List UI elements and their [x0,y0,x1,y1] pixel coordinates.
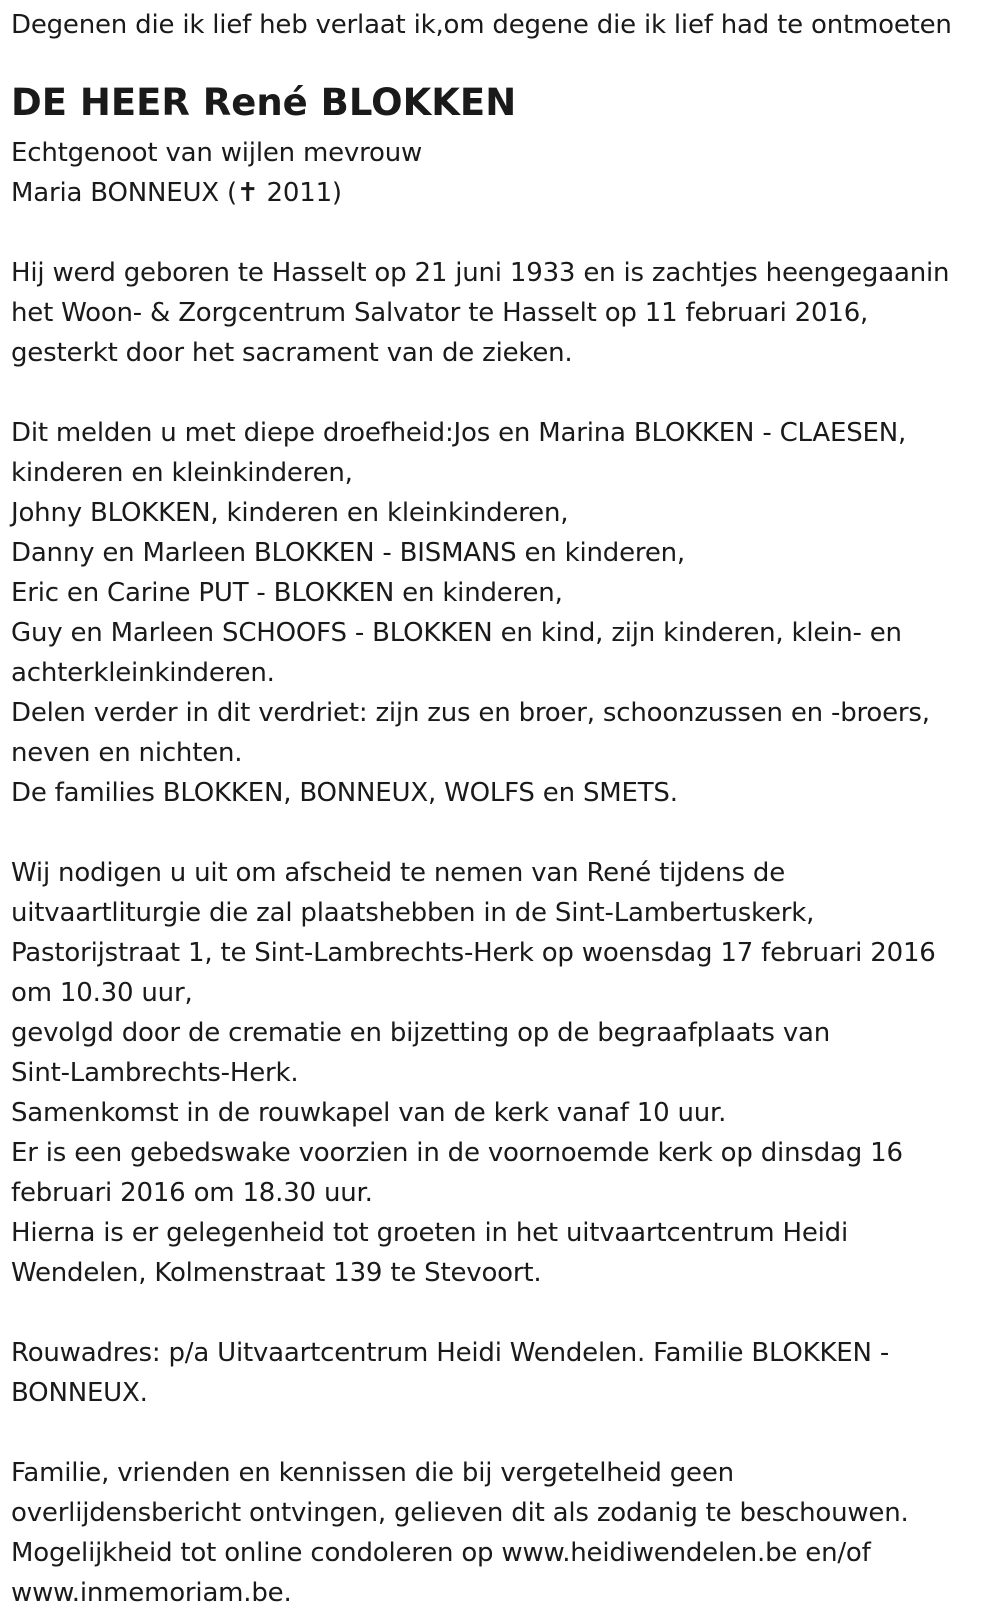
text-line: Wij nodigen u uit om afscheid te nemen van René tijdens de [11,858,786,888]
text-line: Familie, vrienden en kennissen die bij vergetelheid geen [11,1458,734,1488]
text-line: De families BLOKKEN, BONNEUX, WOLFS en SMETS. [11,778,678,808]
text-line: Johny BLOKKEN, kinderen en kleinkinderen, [11,498,569,528]
paragraph-gap [11,373,991,413]
paragraph-gap [11,1413,991,1453]
family-paragraph [11,413,991,813]
paragraph-gap [11,1293,991,1333]
condolence-line: Mogelijkheid tot online condoleren op www.heidiwendelen.be en/of [11,1538,871,1568]
text-line: achterkleinkinderen. [11,658,275,688]
text-line: gevolgd door de crematie en bijzetting op de begraafplaats van [11,1018,831,1048]
text-line: Sint-Lambrechts-Herk. [11,1058,299,1088]
funeral-paragraph [11,853,991,1293]
text-line: Samenkomst in de rouwkapel van de kerk vanaf 10 uur. [11,1098,727,1128]
text-line: Danny en Marleen BLOKKEN - BISMANS en kinderen, [11,538,685,568]
text-line: overlijdensbericht ontvingen, gelieven dit als zodanig te beschouwen. [11,1498,909,1528]
text-line: om 10.30 uur, [11,978,193,1008]
spouse-line: Echtgenoot van wijlen mevrouw [11,138,423,168]
birth-death-paragraph [11,253,991,373]
text-line: Wendelen, Kolmenstraat 139 te Stevoort. [11,1258,542,1288]
text-line: Er is een gebedswake voorzien in de voornoemde kerk op dinsdag 16 [11,1138,903,1168]
text-line: Hij werd geboren te Hasselt op 21 juni 1933 en is zachtjes heengegaanin [11,258,950,288]
text-line: neven en nichten. [11,738,243,768]
text-line: kinderen en kleinkinderen, [11,458,353,488]
text-line: Dit melden u met diepe droefheid:Jos en Marina BLOKKEN - CLAESEN, [11,418,907,448]
obituary-notice [11,5,991,1613]
text-line: Delen verder in dit verdriet: zijn zus en broer, schoonzussen en -broers, [11,698,930,728]
deceased-name: DE HEER René BLOKKEN [11,81,517,124]
headline-quote: Degenen die ik lief heb verlaat ik,om degene die ik lief had te ontmoeten [11,10,952,40]
text-line: Hierna is er gelegenheid tot groeten in het uitvaartcentrum Heidi [11,1218,849,1248]
text-line: het Woon- & Zorgcentrum Salvator te Hasselt op 11 februari 2016, [11,298,869,328]
closing-paragraph [11,1453,991,1613]
text-line: BONNEUX. [11,1378,148,1408]
mourning-address-paragraph [11,1333,991,1413]
text-line: Eric en Carine PUT - BLOKKEN en kinderen, [11,578,563,608]
text-line: Rouwadres: p/a Uitvaartcentrum Heidi Wendelen. Familie BLOKKEN - [11,1338,890,1368]
text-line: gesterkt door het sacrament van de zieken. [11,338,573,368]
spouse-name-line: Maria BONNEUX (✝ 2011) [11,178,342,208]
paragraph-gap [11,213,991,253]
text-line: uitvaartliturgie die zal plaatshebben in de Sint-Lambertuskerk, [11,898,815,928]
text-line: Guy en Marleen SCHOOFS - BLOKKEN en kind, zijn kinderen, klein- en [11,618,902,648]
text-line: Pastorijstraat 1, te Sint-Lambrechts-Herk op woensdag 17 februari 2016 [11,938,936,968]
text-line: februari 2016 om 18.30 uur. [11,1178,373,1208]
paragraph-gap [11,813,991,853]
condolence-website-line: www.inmemoriam.be. [11,1578,292,1608]
